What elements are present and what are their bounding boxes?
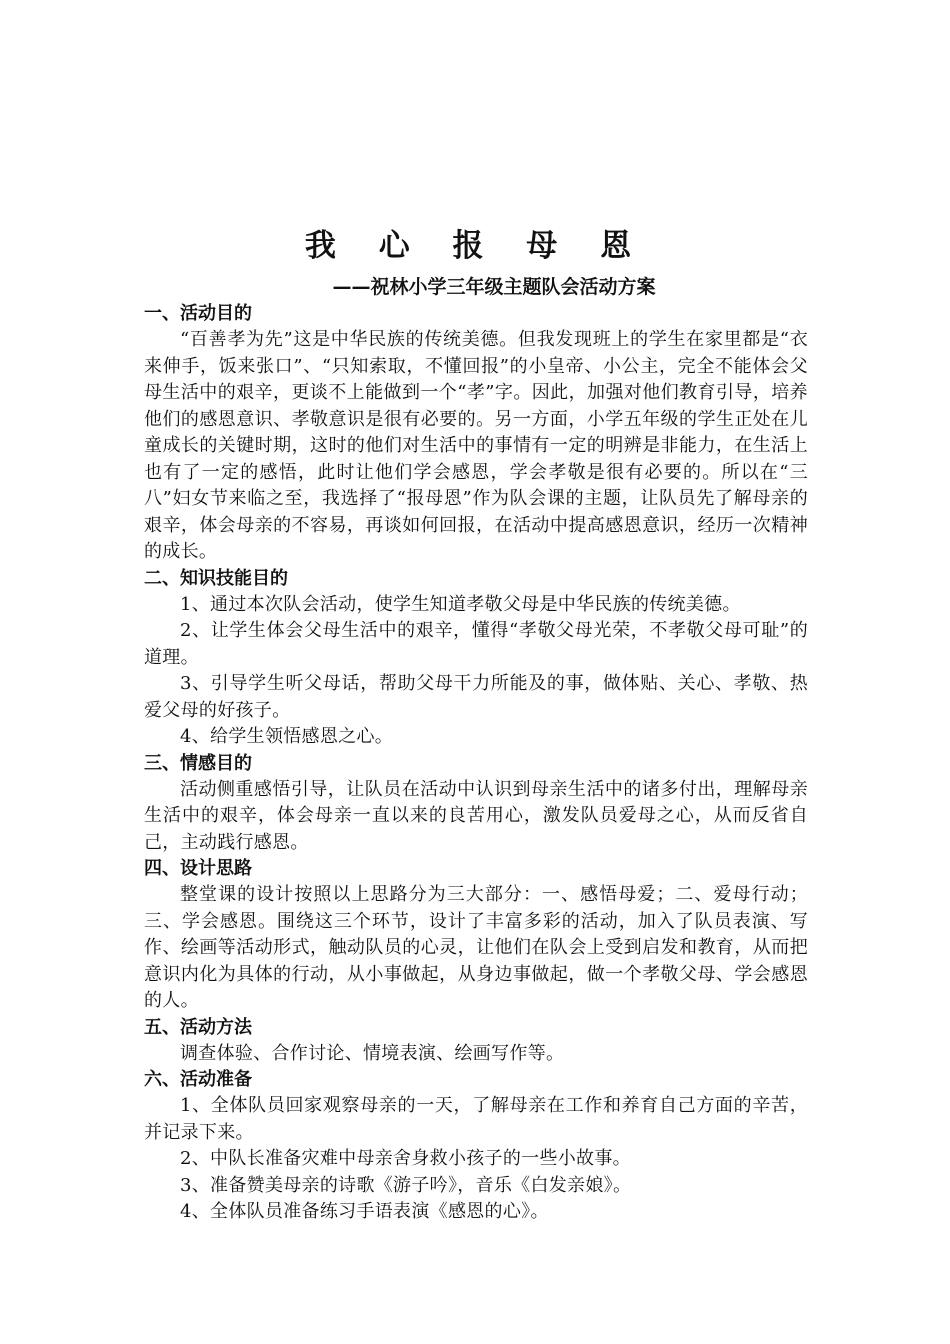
section-heading: 一、活动目的 (144, 303, 252, 324)
section-methods (144, 1015, 808, 1068)
paragraph: 3、引导学生听父母话，帮助父母干力所能及的事，做体贴、关心、孝敬、热爱父母的好孩子。 (144, 673, 808, 721)
document-page (144, 225, 808, 1226)
section-heading: 五、活动方法 (144, 1016, 252, 1038)
paragraph: 4、全体队员准备练习手语表演《感恩的心》。 (180, 1201, 549, 1222)
section-purpose (144, 301, 808, 566)
section-preparation (144, 1067, 808, 1226)
section-heading: 六、活动准备 (144, 1069, 252, 1090)
paragraph: “百善孝为先”这是中华民族的传统美德。但我发现班上的学生在家里都是“衣来伸手，饭来张口”、“只知索取，不懂回报”的小皇帝、小公主，完全不能体会父母生活中的艰辛，更谈不上能做到一个“孝”字。因此，加强对他们教育引导，培养他们的感恩意识、孝敬意识是很有必要的。另一方面，小学五年级的学生正处在儿童成长的关键时期，这时的他们对生活中的事情有一定的明辨是非能力，在生活上也有了一定的感悟，此时让他们学会感恩，学会孝敬是很有必要的。所以在“三八”妇女节来临之至，我选择了“报母恩”作为队会课的主题，让队员先了解母亲的艰辛，体会母亲的不容易，再谈如何回报，在活动中提高感恩意识，经历一次精神的成长。 (144, 329, 808, 562)
section-heading: 四、设计思路 (144, 858, 252, 879)
paragraph: 1、全体队员回家观察母亲的一天，了解母亲在工作和养育自己方面的辛苦，并记录下来。 (144, 1095, 808, 1143)
paragraph: 2、中队长准备灾难中母亲舍身救小孩子的一些小故事。 (180, 1148, 631, 1169)
paragraph: 3、准备赞美母亲的诗歌《游子吟》，音乐《白发亲娘》。 (180, 1174, 632, 1196)
section-heading: 二、知识技能目的 (144, 567, 288, 589)
paragraph: 1、通过本次队会活动，使学生知道孝敬父母是中华民族的传统美德。 (180, 593, 741, 615)
paragraph: 4、给学生领悟感恩之心。 (180, 726, 394, 747)
document-subtitle: ——祝林小学三年级主题队会活动方案 (332, 276, 656, 298)
section-emotional-goals (144, 751, 808, 857)
paragraph: 调查体验、合作讨论、情境表演、绘画写作等。 (180, 1042, 565, 1064)
section-knowledge-goals (144, 566, 808, 751)
paragraph: 2、让学生体会父母生活中的艰辛，懂得“孝敬父母光荣，不孝敬父母可耻”的道理。 (144, 620, 808, 668)
document-title: 我 心 报 母 恩 (304, 228, 648, 264)
section-design-ideas (144, 856, 808, 1015)
section-heading: 三、情感目的 (144, 752, 252, 774)
paragraph: 活动侧重感悟引导，让队员在活动中认识到母亲生活中的诸多付出，理解母亲生活中的艰辛，体会母亲一直以来的良苦用心，激发队员爱母之心，从而反省自己，主动践行感恩。 (144, 778, 808, 853)
paragraph: 整堂课的设计按照以上思路分为三大部分：一、感悟母爱；二、爱母行动；三、学会感恩。围绕这三个环节，设计了丰富多彩的活动，加入了队员表演、写作、绘画等活动形式，触动队员的心灵，让他们在队会上受到启发和教育，从而把意识内化为具体的行动，从小事做起，从身边事做起，做一个孝敬父母、学会感恩的人。 (144, 884, 808, 1011)
